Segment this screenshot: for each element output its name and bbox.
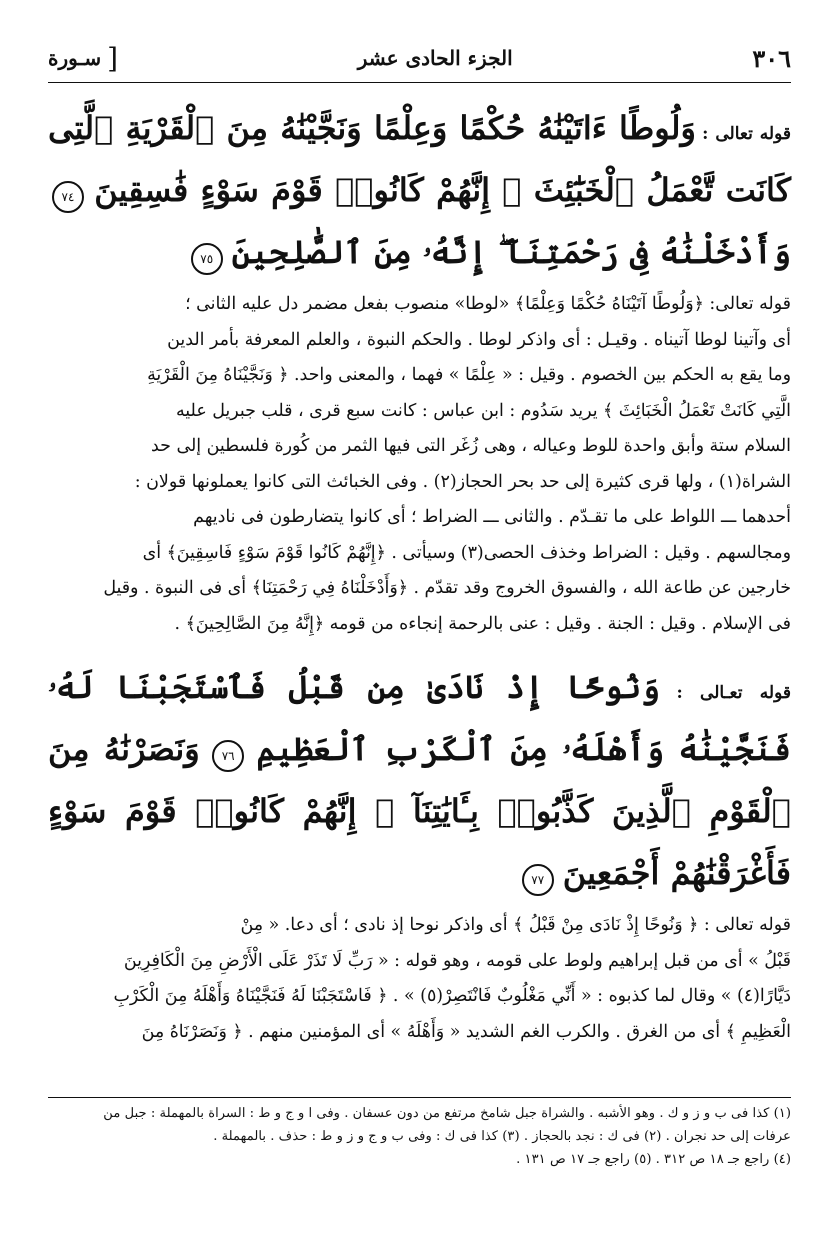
- commentary-line: قَبْلُ » أى من قبل إبراهيم ولوط على قومه ، وهو قوله : « رَبِّ لَا تَذَرْ عَلَى الْأَرْضِ مِنَ الْكَافِرِينَ: [123, 950, 791, 971]
- surah-name: سـورة: [48, 46, 102, 70]
- quran-text: وَلُوطًا ءَاتَيْنَٰهُ حُكْمًا وَعِلْمًا وَنَجَّيْنَٰهُ مِنَ ٱلْقَرْيَةِ ٱلَّتِى كَانَت تَّعْمَلُ ٱلْخَبَٰٓئِثَ ۗ إِنَّهُمْ كَانُوا۟ قَوْمَ سَوْءٍ فَٰسِقِينَ: [48, 109, 792, 209]
- verse-lead: قوله تعالى :: [702, 124, 792, 144]
- page-header: [48, 34, 791, 83]
- commentary-line: ومجالسهم . وقيل : الضراط وخذف الحصى(٣) وسيأتى . ﴿إِنَّهُمْ كَانُوا قَوْمَ سَوْءٍ فَاسِقِينَ﴾ أى: [142, 542, 791, 563]
- commentary-line: قوله تعالى : ﴿ وَنُوحًا إِذْ نَادَى مِنْ قَبْلُ ﴾ أى واذكر نوحا إذ نادى ؛ أى دعا. « مِنْ: [240, 915, 791, 935]
- verse-block-2: [48, 656, 791, 904]
- commentary-line: فى الإسلام . وقيل : الجنة . وقيل : عنى بالرحمة إنجاءه من قومه ﴿إِنَّهُ مِنَ الصَّالِحِينَ﴾ .: [174, 613, 791, 634]
- commentary-line: دَيَّارًا(٤) » وقال لما كذبوه : « أَنِّي مَغْلُوبٌ فَانْتَصِرْ(٥) » . ﴿ فَاسْتَجَبْنَا لَهُ فَنَجَّيْنَاهُ وَأَهْلَهُ مِنَ الْكَرْبِ: [113, 986, 791, 1006]
- part-title: الجزء الحادى عشر: [357, 46, 513, 70]
- ayah-number-marker: ٧٧: [522, 864, 554, 896]
- commentary-line: أى وآتينا لوطا آتيناه . وقيـل : أى واذكر لوطا . والحكم النبوة ، والعلم المعرفة بأمر الدين: [167, 329, 791, 350]
- commentary-line: الشراة(١) ، ولها قرى كثيرة إلى حد بحر الحجاز(٢) . وفى الخبائث التى كانوا يعملونها قولان :: [134, 471, 791, 492]
- ayah-number-marker: ٧٥: [191, 243, 223, 275]
- commentary-line: الْعَظِيمِ ﴾ أى من الغرق . والكرب الغم الشديد « وَأَهْلَهُ » أى المؤمنين منهم . ﴿ وَنَصَرْنَاهُ مِنَ: [141, 1021, 791, 1042]
- footnote-line: (١) كذا فى ب و ز و ك . وهو الأشبه . والشراة جبل شامخ مرتفع من دون عسفان . وفى ا و ج و ط : السراة بالمهملة : جبل من: [103, 1106, 791, 1121]
- surah-label: [48, 42, 118, 75]
- commentary-block-1: [48, 287, 791, 642]
- quran-text: وَنَصَرْنَٰهُ مِنَ ٱلْقَوْمِ ٱلَّذِينَ كَذَّبُوا۟ بِـَٔايَٰتِنَآ ۚ إِنَّهُمْ كَانُوا۟ قَوْمَ سَوْءٍ فَأَغْرَقْنَٰهُمْ أَجْمَعِينَ: [48, 730, 791, 892]
- commentary-block-2: [48, 908, 791, 1050]
- ayah-number-marker: ٧٦: [212, 740, 244, 772]
- footnotes: [48, 1097, 791, 1171]
- quran-text: وَأَدْخَلْنَٰهُ فِى رَحْمَتِنَآ ۖ إِنَّهُۥ مِنَ ٱلصَّٰلِحِينَ: [231, 233, 791, 271]
- ayah-number-marker: ٧٤: [52, 181, 84, 213]
- verse-block-1: [48, 97, 791, 283]
- commentary-line: الَّتِي كَانَتْ تَعْمَلُ الْخَبَائِثَ ﴾ يريد سَدُوم : ابن عباس : كانت سبع قرى ، قلب جبريل عليه: [175, 400, 791, 421]
- commentary-line: أحدهما ـــ اللواط على ما تقـدّم . والثانى ـــ الضراط ؛ أى كانوا يتضارطون فى ناديهم: [193, 507, 791, 527]
- page-number: ٣٠٦: [752, 43, 791, 73]
- commentary-line: قوله تعالى: ﴿وَلُوطًا آتَيْنَاهُ حُكْمًا وَعِلْمًا﴾ «لوطا» منصوب بفعل مضمر دل عليه الثانى ؛: [185, 294, 791, 314]
- surah-bracket: [: [107, 41, 119, 75]
- verse-lead: قوله تعـالى :: [676, 683, 791, 703]
- quran-text: وَنُوحًا إِذْ نَادَىٰ مِن قَبْلُ فَٱسْتَجَبْنَا لَهُۥ فَنَجَّيْنَٰهُ وَأَهْلَهُۥ مِنَ ٱلْكَرْبِ ٱلْعَظِيمِ: [48, 668, 792, 768]
- footnote-line: (٤) راجع جـ ١٨ ص ٣١٢ . (٥) راجع جـ ١٧ ص ١٣١ .: [516, 1152, 791, 1167]
- commentary-line: السلام ستة وأبق واحدة للوط وعياله ، وهى زُغَر التى فيها الثمر من كُورة فلسطين إلى حد: [151, 436, 791, 456]
- footnote-line: عرفات إلى حد نجران . (٢) فى ك : نجد بالحجاز . (٣) كذا فى ك : وفى ب و ج و ز و ط : حذف . بالمهملة .: [213, 1129, 791, 1144]
- commentary-line: وما يقع به الحكم بين الخصوم . وقيل : « عِلْمًا » فهما ، والمعنى واحد. ﴿ وَنَجَّيْنَاهُ مِنَ الْقَرْيَةِ: [147, 365, 791, 385]
- commentary-line: خارجين عن طاعة الله ، والفسوق الخروج وقد تقدّم . ﴿وَأَدْخَلْنَاهُ فِي رَحْمَتِنَا﴾ أى فى النبوة . وقيل: [103, 578, 791, 598]
